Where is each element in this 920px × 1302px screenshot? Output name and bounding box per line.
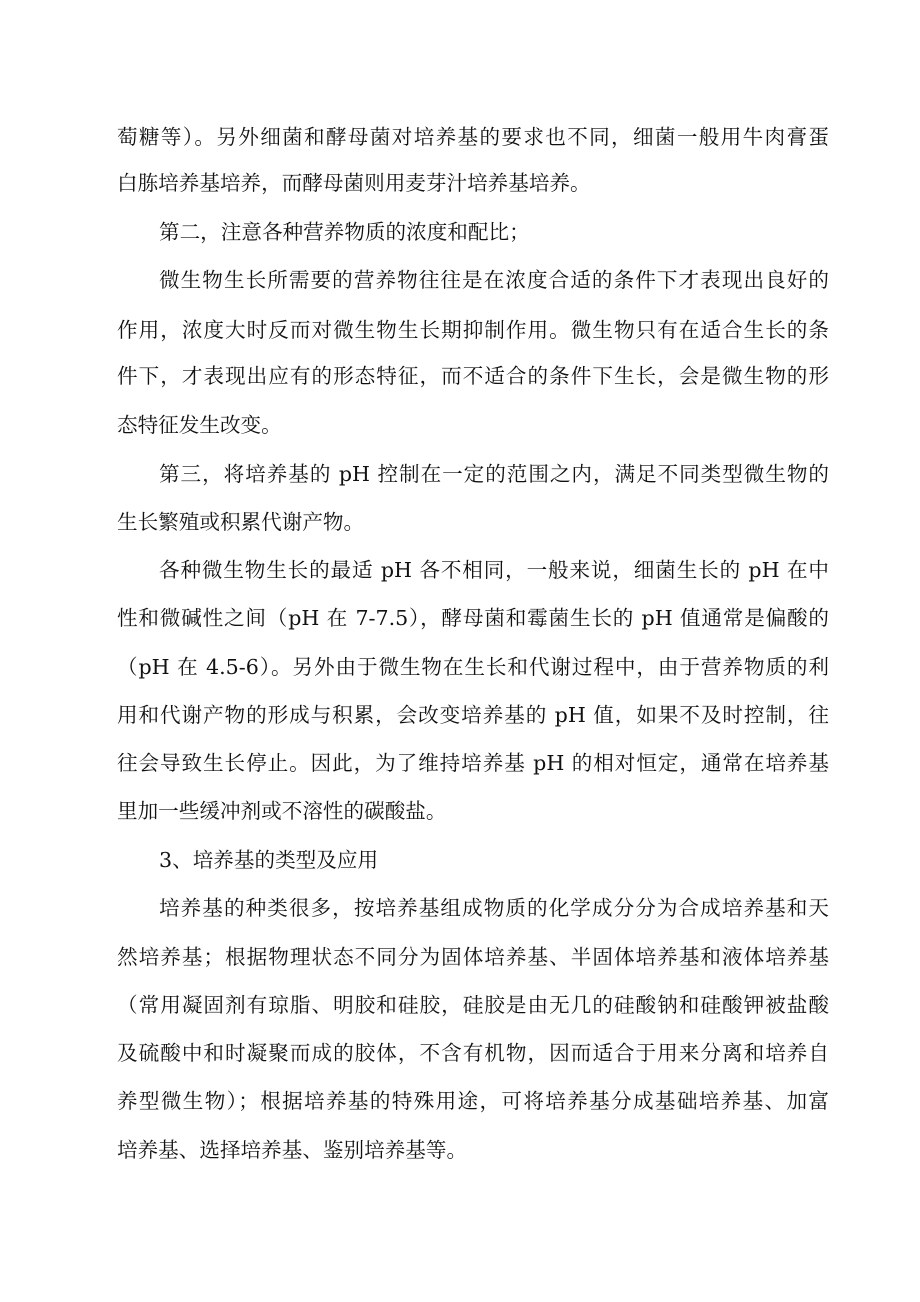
text-line-8: 第三，将培养基的 pH 控制在一定的范围之内，满足不同类型微生物的 bbox=[159, 462, 829, 486]
section-heading: 3、培养基的类型及应用 bbox=[159, 848, 379, 872]
text-line-5: 作用，浓度大时反而对微生物生长期抑制作用。微生物只有在适合生长的条 bbox=[117, 318, 829, 342]
text-line-9: 生长繁殖或积累代谢产物。 bbox=[117, 510, 365, 534]
text-line-7: 态特征发生改变。 bbox=[117, 413, 282, 437]
text-line-14: 往会导致生长停止。因此，为了维持培养基 pH 的相对恒定，通常在培养基 bbox=[117, 751, 829, 775]
text-line-11: 性和微碱性之间（pH 在 7-7.5），酵母菌和霉菌生长的 pH 值通常是偏酸的 bbox=[117, 606, 829, 630]
text-line-18: 然培养基；根据物理状态不同分为固体培养基、半固体培养基和液体培养基 bbox=[117, 945, 829, 969]
text-line-21: 养型微生物）；根据培养基的特殊用途，可将培养基分成基础培养基、加富 bbox=[117, 1089, 829, 1113]
text-line-15: 里加一些缓冲剂或不溶性的碳酸盐。 bbox=[117, 799, 447, 823]
text-line-1: 萄糖等）。另外细菌和酵母菌对培养基的要求也不同，细菌一般用牛肉膏蛋 bbox=[117, 125, 829, 149]
text-line-10: 各种微生物生长的最适 pH 各不相同，一般来说，细菌生长的 pH 在中 bbox=[159, 558, 829, 582]
text-line-19: （常用凝固剂有琼脂、明胶和硅胶，硅胶是由无几的硅酸钠和硅酸钾被盐酸 bbox=[117, 993, 829, 1017]
text-line-3: 第二，注意各种营养物质的浓度和配比； bbox=[159, 220, 530, 244]
text-line-2: 白胨培养基培养，而酵母菌则用麦芽汁培养基培养。 bbox=[117, 171, 591, 195]
text-line-6: 件下，才表现出应有的形态特征，而不适合的条件下生长，会是微生物的形 bbox=[117, 364, 829, 388]
text-line-13: 用和代谢产物的形成与积累，会改变培养基的 pH 值，如果不及时控制，往 bbox=[117, 703, 829, 727]
text-line-22: 培养基、选择培养基、鉴别培养基等。 bbox=[117, 1138, 468, 1162]
text-line-4: 微生物生长所需要的营养物往往是在浓度合适的条件下才表现出良好的 bbox=[159, 268, 829, 292]
text-line-12: （pH 在 4.5-6）。另外由于微生物在生长和代谢过程中，由于营养物质的利 bbox=[117, 655, 829, 679]
text-line-20: 及硫酸中和时凝聚而成的胶体，不含有机物，因而适合于用来分离和培养自 bbox=[117, 1041, 829, 1065]
text-line-17: 培养基的种类很多，按培养基组成物质的化学成分分为合成培养基和天 bbox=[159, 896, 829, 920]
